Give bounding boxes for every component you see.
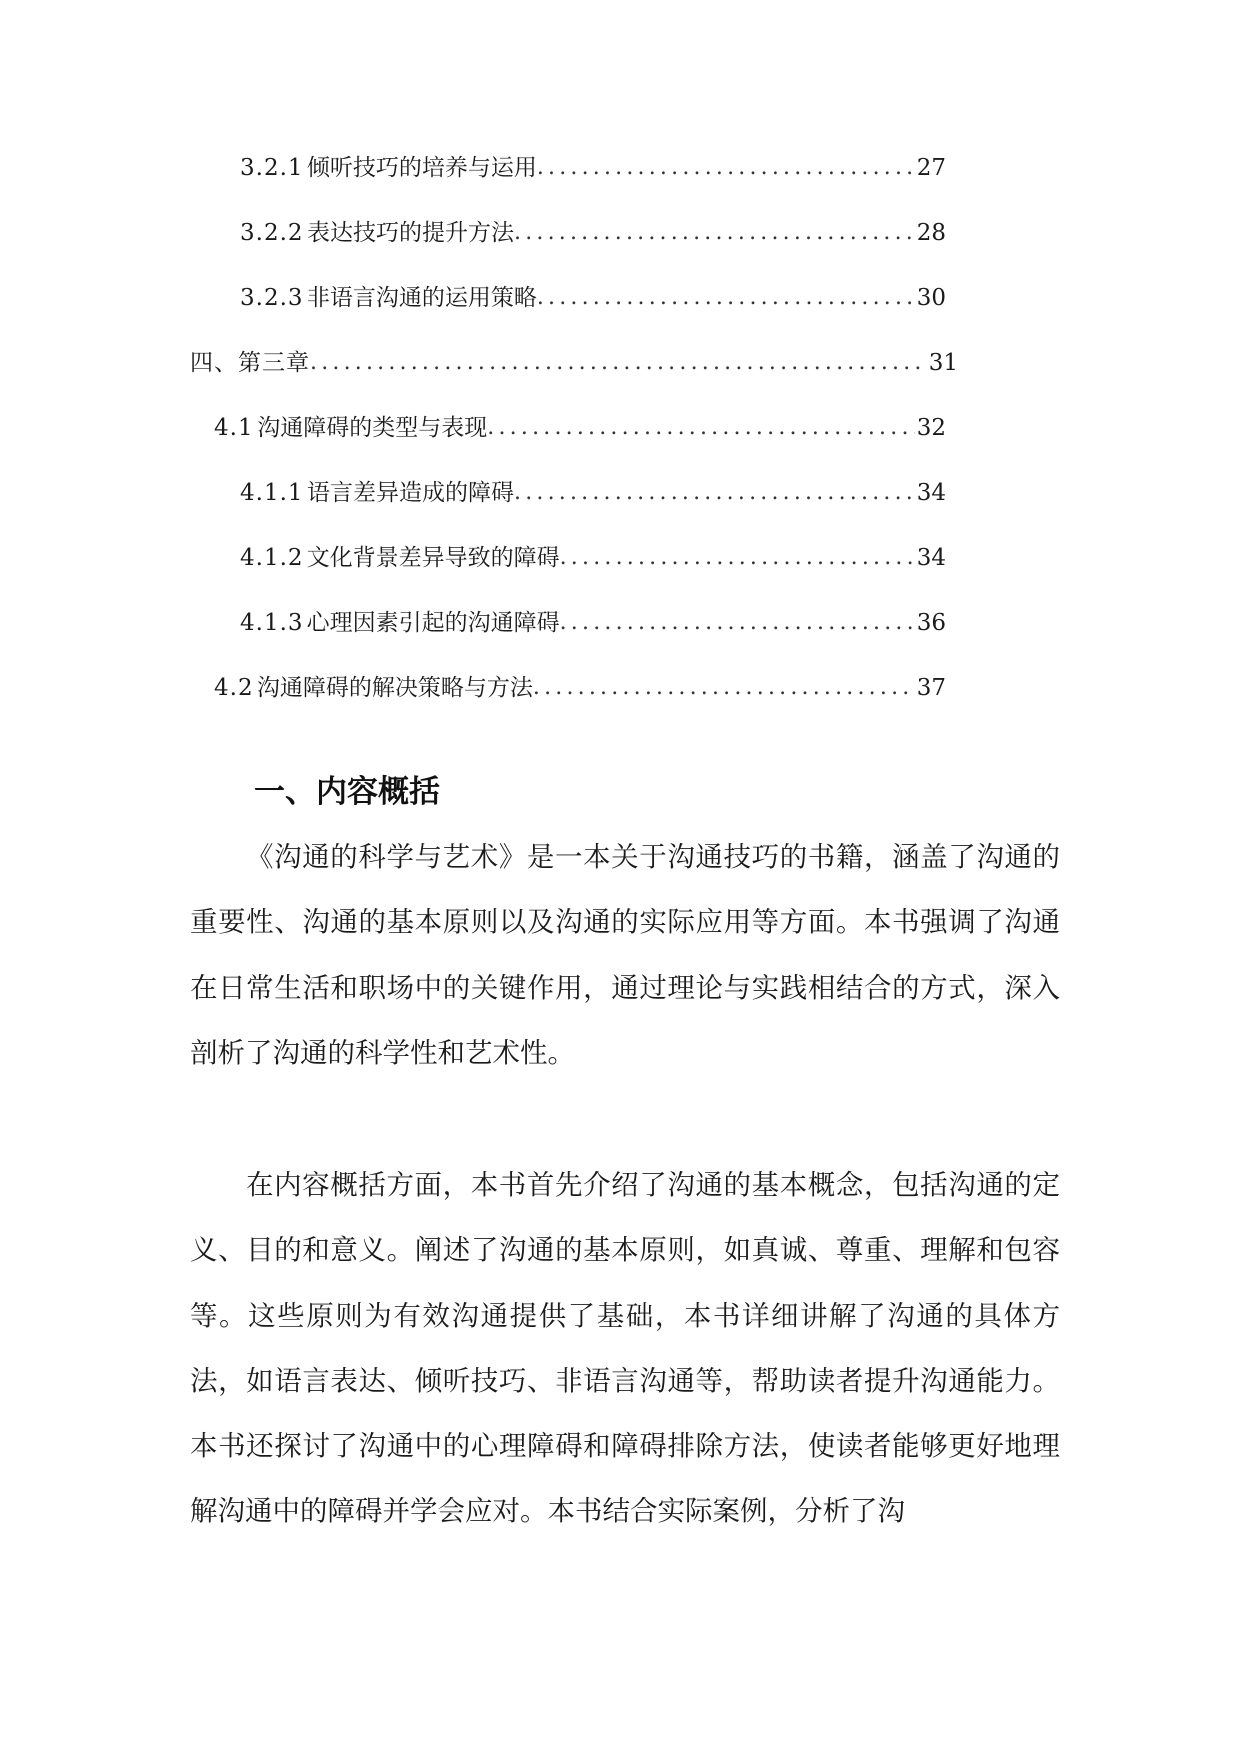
toc-entry[interactable] [214, 668, 946, 708]
toc-entry-page: 34 [916, 545, 946, 571]
toc-entry-page: 27 [916, 155, 946, 181]
toc-chapter-entry[interactable] [190, 343, 958, 383]
toc-entry-title: 非语言沟通的运用策略 [306, 285, 537, 311]
toc-dot-leader [537, 148, 915, 188]
toc-entry-title: 心理因素引起的沟通障碍 [306, 610, 560, 636]
toc-entry-number: 4.1.1 [240, 480, 304, 506]
toc-entry-number: 4.1.2 [240, 545, 304, 571]
toc-entry-number: 4.1.3 [240, 610, 304, 636]
toc-dot-leader [560, 603, 915, 643]
toc-dot-leader [310, 343, 927, 383]
body-paragraph: 《沟通的科学与艺术》是一本关于沟通技巧的书籍，涵盖了沟通的重要性、沟通的基本原则以及沟通的实际应用等方面。本书强调了沟通在日常生活和职场中的关键作用，通过理论与实践相结合的方式，深入剖析了沟通的科学性和艺术性。 [190, 841, 1060, 1069]
toc-entry[interactable] [240, 473, 946, 513]
toc-entry[interactable] [240, 148, 946, 188]
toc-entry[interactable] [240, 538, 946, 578]
toc-entry-number: 3.2.1 [240, 155, 304, 181]
toc-entry-number: 3.2.3 [240, 285, 304, 311]
toc-entry[interactable] [240, 213, 946, 253]
toc-entry-title: 倾听技巧的培养与运用 [306, 155, 537, 181]
toc-entry-page: 31 [928, 350, 958, 376]
toc-entry-page: 32 [916, 415, 946, 441]
toc-dot-leader [487, 408, 914, 448]
toc-dot-leader [514, 473, 915, 513]
toc-entry-title: 沟通障碍的类型与表现 [257, 415, 488, 441]
toc-entry[interactable] [240, 603, 946, 643]
toc-entry-title: 语言差异造成的障碍 [307, 480, 515, 506]
toc-entry-number: 四、第三章 [190, 350, 310, 376]
toc-entry[interactable] [240, 278, 946, 318]
toc-entry-page: 37 [916, 675, 946, 701]
section-heading: 一、内容概括 [254, 774, 440, 810]
toc-entry-title: 文化背景差异导致的障碍 [306, 545, 560, 571]
toc-entry-page: 28 [916, 220, 946, 246]
toc-entry[interactable] [214, 408, 946, 448]
toc-dot-leader [537, 278, 915, 318]
toc-entry-title: 沟通障碍的解决策略与方法 [256, 675, 533, 701]
toc-dot-leader [560, 538, 915, 578]
toc-entry-page: 34 [916, 480, 946, 506]
toc-entry-page: 36 [916, 610, 946, 636]
toc-dot-leader [514, 213, 915, 253]
body-paragraph: 在内容概括方面，本书首先介绍了沟通的基本概念，包括沟通的定义、目的和意义。阐述了沟通的基本原则，如真诚、尊重、理解和包容等。这些原则为有效沟通提供了基础，本书详细讲解了沟通的具体方法，如语言表达、倾听技巧、非语言沟通等，帮助读者提升沟通能力。本书还探讨了沟通中的心理障碍和障碍排除方法，使读者能够更好地理解沟通中的障碍并学会应对。本书结合实际案例，分析了沟 [190, 1169, 1060, 1528]
toc-entry-page: 30 [916, 285, 946, 311]
toc-entry-title: 表达技巧的提升方法 [307, 220, 515, 246]
toc-entry-number: 3.2.2 [240, 220, 304, 246]
toc-entry-number: 4.2 [214, 675, 254, 701]
toc-dot-leader [533, 668, 915, 708]
toc-entry-number: 4.1 [214, 415, 254, 441]
